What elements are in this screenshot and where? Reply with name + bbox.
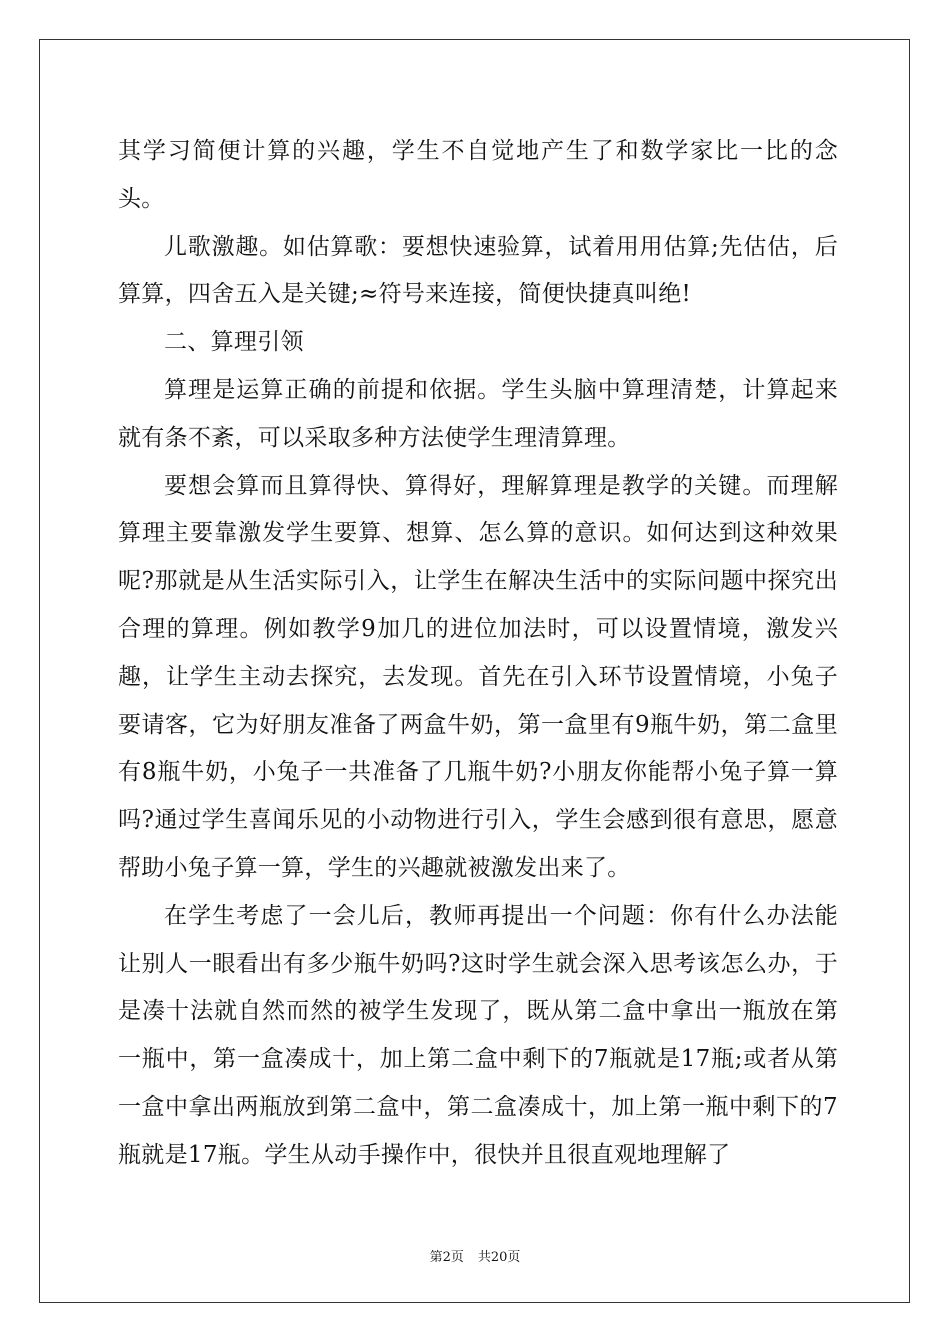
page-footer bbox=[0, 1246, 950, 1265]
paragraph: 在学生考虑了一会儿后，教师再提出一个问题：你有什么办法能让别人一眼看出有多少瓶牛奶吗?这时学生就会深入思考该怎么办，于是凑十法就自然而然的被学生发现了，既从第二盒中拿出一瓶放在第一瓶中，第一盒凑成十，加上第二盒中剩下的7瓶就是17瓶;或者从第一盒中拿出两瓶放到第二盒中，第二盒凑成十，加上第一瓶中剩下的7瓶就是17瓶。学生从动手操作中，很快并且很直观地理解了 bbox=[118, 902, 838, 1168]
section-heading: 二、算理引领 bbox=[164, 329, 304, 356]
page-number-total: 共20页 bbox=[477, 1250, 521, 1265]
paragraph: 算理是运算正确的前提和依据。学生头脑中算理清楚，计算起来就有条不紊，可以采取多种方法使学生理清算理。 bbox=[118, 376, 838, 451]
paragraph: 其学习简便计算的兴趣，学生不自觉地产生了和数学家比一比的念头。 bbox=[118, 138, 838, 212]
page-number-current: 第2页 bbox=[429, 1250, 464, 1265]
paragraph: 儿歌激趣。如估算歌：要想快速验算，试着用用估算;先估估，后算算，四舍五入是关键;≈符号来连接，简便快捷真叫绝! bbox=[118, 233, 838, 308]
document-body bbox=[118, 128, 838, 1180]
paragraph: 要想会算而且算得快、算得好，理解算理是教学的关键。而理解算理主要靠激发学生要算、想算、怎么算的意识。如何达到这种效果呢?那就是从生活实际引入，让学生在解决生活中的实际问题中探究出合理的算理。例如教学9加几的进位加法时，可以设置情境，激发兴趣，让学生主动去探究，去发现。首先在引入环节设置情境，小兔子要请客，它为好朋友准备了两盒牛奶，第一盒里有9瓶牛奶，第二盒里有8瓶牛奶，小兔子一共准备了几瓶牛奶?小朋友你能帮小兔子算一算吗?通过学生喜闻乐见的小动物进行引入，学生会感到很有意思，愿意帮助小兔子算一算，学生的兴趣就被激发出来了。 bbox=[118, 472, 838, 881]
